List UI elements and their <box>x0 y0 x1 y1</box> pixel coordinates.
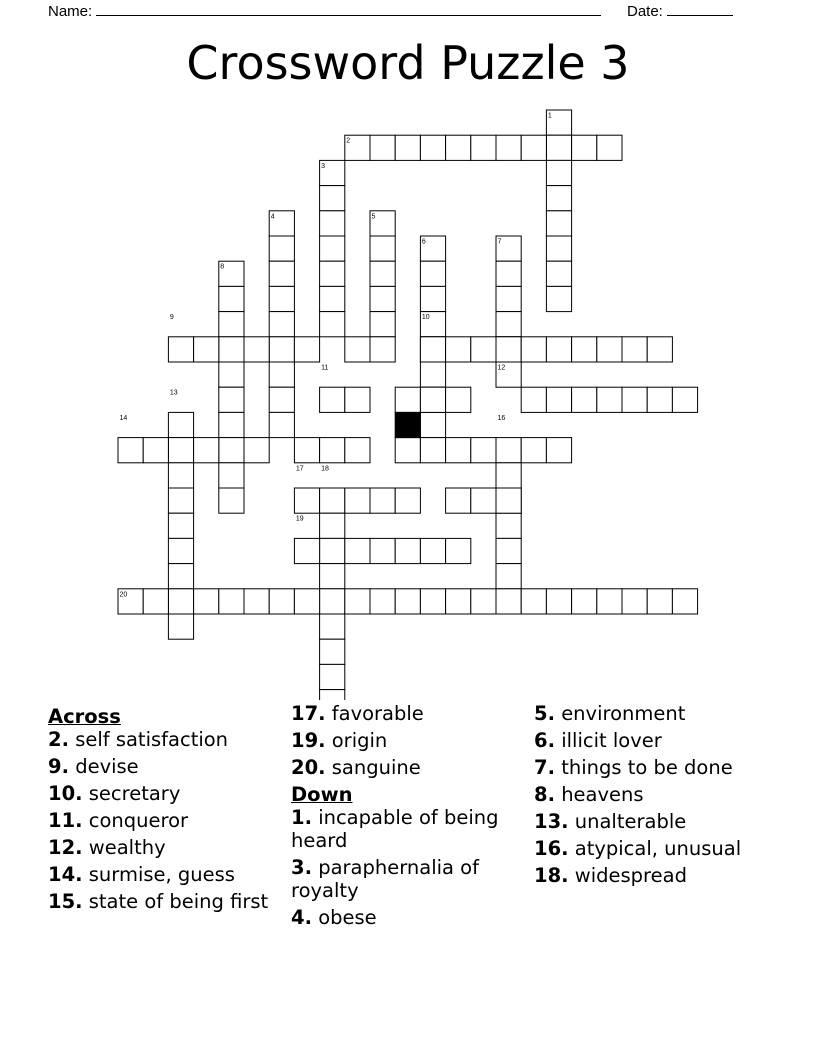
clue-down-5: 5. environment <box>534 702 686 725</box>
clue-number-14: 14 <box>119 414 128 422</box>
date-label: Date: <box>627 3 663 20</box>
grid-cell[interactable] <box>294 488 319 513</box>
clue-number-5: 5 <box>371 213 376 221</box>
grid-cell[interactable] <box>471 337 496 362</box>
grid-cell[interactable] <box>168 488 193 513</box>
grid-cell[interactable] <box>320 211 345 236</box>
grid-cell[interactable] <box>345 589 370 614</box>
grid-cell[interactable] <box>597 135 622 160</box>
clue-number-8: 8 <box>220 263 225 271</box>
clue-number-7: 7 <box>497 238 502 246</box>
clue-number-10: 10 <box>421 314 430 322</box>
clues-column-1 <box>48 702 278 917</box>
grid-cell[interactable] <box>294 589 319 614</box>
grid-cell[interactable] <box>471 135 496 160</box>
clue-across-19: 19. origin <box>291 729 388 752</box>
grid-cell[interactable] <box>521 589 546 614</box>
clue-down-1: 1. incapable of being heard <box>291 806 499 852</box>
clue-number-2: 2 <box>346 137 351 145</box>
grid-cell[interactable] <box>521 135 546 160</box>
grid-cell[interactable] <box>471 488 496 513</box>
clue-across-10: 10. secretary <box>48 782 181 805</box>
grid-cell[interactable] <box>420 589 445 614</box>
grid-cell[interactable] <box>320 589 345 614</box>
grid-cell[interactable] <box>546 135 571 160</box>
grid-cell[interactable] <box>395 135 420 160</box>
grid-cell[interactable] <box>496 261 521 286</box>
grid-cell[interactable] <box>320 538 345 563</box>
grid-cell[interactable] <box>647 337 672 362</box>
grid-cell[interactable] <box>446 488 471 513</box>
grid-cell[interactable] <box>168 412 193 437</box>
grid-cell[interactable] <box>219 589 244 614</box>
grid-cell[interactable] <box>622 337 647 362</box>
grid-cell[interactable] <box>546 438 571 463</box>
grid-cell[interactable] <box>219 488 244 513</box>
grid-cell[interactable] <box>320 387 345 412</box>
grid-cell[interactable] <box>395 538 420 563</box>
grid-cell[interactable] <box>572 387 597 412</box>
down-heading: Down <box>291 783 353 806</box>
grid-cell[interactable] <box>647 387 672 412</box>
across-heading: Across <box>48 705 121 728</box>
grid-cell[interactable] <box>320 488 345 513</box>
grid-cell[interactable] <box>370 135 395 160</box>
grid-cell[interactable] <box>622 387 647 412</box>
grid-cell[interactable] <box>496 589 521 614</box>
grid-cell[interactable] <box>395 438 420 463</box>
grid-cell[interactable] <box>320 564 345 589</box>
grid-cell[interactable] <box>446 135 471 160</box>
grid-cell[interactable] <box>496 513 521 538</box>
grid-cell[interactable] <box>420 135 445 160</box>
grid-cell[interactable] <box>118 438 143 463</box>
grid-cell[interactable] <box>395 387 420 412</box>
grid-cell[interactable] <box>572 135 597 160</box>
grid-cell[interactable] <box>219 312 244 337</box>
grid-cell[interactable] <box>572 589 597 614</box>
clue-across-9: 9. devise <box>48 755 139 778</box>
clue-down-6: 6. illicit lover <box>534 729 662 752</box>
grid-cell[interactable] <box>521 337 546 362</box>
clue-number-6: 6 <box>421 238 426 246</box>
grid-cell[interactable] <box>194 438 219 463</box>
grid-cell[interactable] <box>168 337 193 362</box>
clue-down-3: 3. paraphernalia of royalty <box>291 856 479 902</box>
grid-cell[interactable] <box>370 337 395 362</box>
grid-cell[interactable] <box>546 261 571 286</box>
grid-cell[interactable] <box>496 135 521 160</box>
clue-number-18: 18 <box>321 465 329 473</box>
grid-cell[interactable] <box>370 538 395 563</box>
grid-cell[interactable] <box>320 186 345 211</box>
grid-cell[interactable] <box>420 362 445 387</box>
clue-number-20: 20 <box>119 591 128 599</box>
grid-cell[interactable] <box>647 589 672 614</box>
grid-cell[interactable] <box>546 387 571 412</box>
grid-cell[interactable] <box>446 538 471 563</box>
grid-cell[interactable] <box>168 538 193 563</box>
clue-number-17: 17 <box>295 465 304 473</box>
grid-cell[interactable] <box>546 236 571 261</box>
clue-number-9: 9 <box>169 314 174 322</box>
grid-cell[interactable] <box>546 286 571 311</box>
grid-cell[interactable] <box>496 463 521 488</box>
clue-number-11: 11 <box>321 364 329 372</box>
grid-cell[interactable] <box>370 261 395 286</box>
grid-cell[interactable] <box>572 337 597 362</box>
grid-cell[interactable] <box>219 362 244 387</box>
grid-cell[interactable] <box>269 261 294 286</box>
grid-cell[interactable] <box>496 438 521 463</box>
clue-down-4: 4. obese <box>291 906 377 929</box>
grid-cell[interactable] <box>168 564 193 589</box>
clue-across-2: 2. self satisfaction <box>48 728 229 751</box>
grid-cell[interactable] <box>521 387 546 412</box>
grid-cell[interactable] <box>219 463 244 488</box>
grid-cell[interactable] <box>370 488 395 513</box>
grid-cell[interactable] <box>370 312 395 337</box>
grid-cell[interactable] <box>597 589 622 614</box>
grid-cell[interactable] <box>420 438 445 463</box>
grid-cell[interactable] <box>672 387 697 412</box>
clue-down-8: 8. heavens <box>534 783 644 806</box>
grid-cell[interactable] <box>168 463 193 488</box>
grid-cell[interactable] <box>168 589 193 614</box>
grid-cell[interactable] <box>269 312 294 337</box>
grid-cell[interactable] <box>345 538 370 563</box>
grid-cell[interactable] <box>219 286 244 311</box>
grid-cell[interactable] <box>194 337 219 362</box>
grid-cell[interactable] <box>496 312 521 337</box>
grid-cell[interactable] <box>395 589 420 614</box>
grid-cell[interactable] <box>294 438 319 463</box>
grid-cell[interactable] <box>471 438 496 463</box>
grid-cell[interactable] <box>345 387 370 412</box>
clue-number-19: 19 <box>295 515 304 523</box>
clue-down-7: 7. things to be done <box>534 756 733 779</box>
grid-cell[interactable] <box>269 286 294 311</box>
grid-cell[interactable] <box>320 664 345 689</box>
clue-number-13: 13 <box>169 389 178 397</box>
grid-cell[interactable] <box>546 186 571 211</box>
grid-cell[interactable] <box>244 438 269 463</box>
grid-cell[interactable] <box>345 438 370 463</box>
grid-cell[interactable] <box>320 236 345 261</box>
clue-down-13: 13. unalterable <box>534 810 687 833</box>
name-label: Name: <box>48 3 93 20</box>
grid-cell[interactable] <box>219 438 244 463</box>
clue-across-20: 20. sanguine <box>291 756 421 779</box>
grid-cell[interactable] <box>420 337 445 362</box>
grid-cell[interactable] <box>496 337 521 362</box>
grid-cell[interactable] <box>622 589 647 614</box>
grid-cell[interactable] <box>420 261 445 286</box>
clue-number-12: 12 <box>497 364 506 372</box>
grid-cell[interactable] <box>320 286 345 311</box>
grid-cell[interactable] <box>294 538 319 563</box>
grid-cell[interactable] <box>269 362 294 387</box>
grid-cell[interactable] <box>269 387 294 412</box>
clue-number-4: 4 <box>270 213 275 221</box>
clue-number-15: 15 <box>396 414 405 422</box>
grid-cell[interactable] <box>446 589 471 614</box>
grid-cell[interactable] <box>546 337 571 362</box>
grid-cell[interactable] <box>320 513 345 538</box>
grid-cell[interactable] <box>320 639 345 664</box>
grid-cell[interactable] <box>269 412 294 437</box>
grid-cell[interactable] <box>320 261 345 286</box>
grid-cell[interactable] <box>320 312 345 337</box>
grid-cell[interactable] <box>219 387 244 412</box>
grid-cell[interactable] <box>269 236 294 261</box>
grid-cell[interactable] <box>546 160 571 185</box>
grid-cell[interactable] <box>269 337 294 362</box>
clue-down-16: 16. atypical, unusual <box>534 837 742 860</box>
grid-cell[interactable] <box>370 589 395 614</box>
grid-cell[interactable] <box>168 513 193 538</box>
clue-across-14: 14. surmise, guess <box>48 863 235 886</box>
clue-across-11: 11. conqueror <box>48 809 189 832</box>
grid-cell[interactable] <box>496 488 521 513</box>
clue-across-12: 12. wealthy <box>48 836 166 859</box>
grid-cell[interactable] <box>546 211 571 236</box>
grid-cell[interactable] <box>672 589 697 614</box>
grid-cell[interactable] <box>420 538 445 563</box>
grid-cell[interactable] <box>420 412 445 437</box>
page-title: Crossword Puzzle 3 <box>186 36 630 90</box>
grid-cell[interactable] <box>446 387 471 412</box>
clue-number-1: 1 <box>547 112 552 120</box>
grid-cell[interactable] <box>244 337 269 362</box>
grid-cell[interactable] <box>320 614 345 639</box>
grid-cell[interactable] <box>420 286 445 311</box>
grid-cell[interactable] <box>219 412 244 437</box>
grid-cell[interactable] <box>496 286 521 311</box>
grid-cell[interactable] <box>219 337 244 362</box>
grid-cell[interactable] <box>395 488 420 513</box>
clue-number-3: 3 <box>321 162 326 170</box>
grid-cell[interactable] <box>143 589 168 614</box>
grid-cell[interactable] <box>143 438 168 463</box>
grid-cell[interactable] <box>320 438 345 463</box>
grid-cell[interactable] <box>471 589 496 614</box>
grid-cell[interactable] <box>244 589 269 614</box>
clues-column-2 <box>291 702 521 933</box>
grid-cell[interactable] <box>496 564 521 589</box>
clue-across-17: 17. favorable <box>291 702 424 725</box>
grid-cell[interactable] <box>194 589 219 614</box>
grid-cell[interactable] <box>597 337 622 362</box>
grid-cell[interactable] <box>521 438 546 463</box>
grid-cell[interactable] <box>168 614 193 639</box>
clue-down-18: 18. widespread <box>534 864 687 887</box>
clue-across-15: 15. state of being first <box>48 890 269 913</box>
grid-cell[interactable] <box>496 538 521 563</box>
grid-cell[interactable] <box>370 286 395 311</box>
grid-cell[interactable] <box>294 337 319 362</box>
grid-cell[interactable] <box>168 438 193 463</box>
grid-cell[interactable] <box>546 589 571 614</box>
grid-cell[interactable] <box>420 387 445 412</box>
grid-cell[interactable] <box>370 236 395 261</box>
grid-cell[interactable] <box>269 589 294 614</box>
grid-cell[interactable] <box>345 337 370 362</box>
clues-column-3 <box>534 702 774 891</box>
grid-cell[interactable] <box>446 438 471 463</box>
grid-cell[interactable] <box>446 337 471 362</box>
grid-cell[interactable] <box>597 387 622 412</box>
grid-cell[interactable] <box>320 690 345 700</box>
clue-number-16: 16 <box>497 414 506 422</box>
grid-cell[interactable] <box>345 488 370 513</box>
